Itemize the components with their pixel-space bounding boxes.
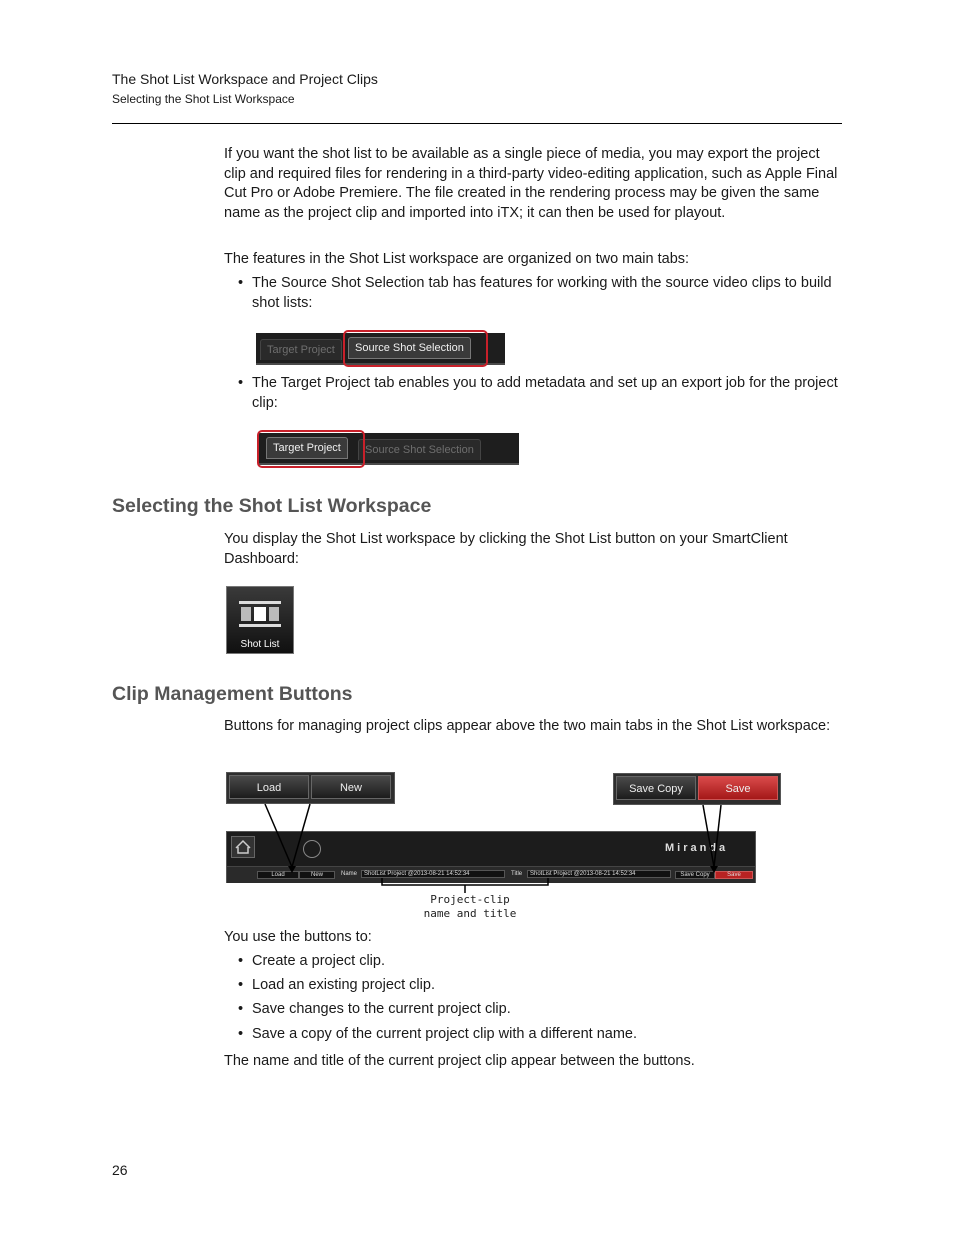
project-clip-name[interactable]: ShotList Project @2013-08-21 14:52:34 bbox=[361, 870, 505, 878]
bullet-dot: • bbox=[238, 1001, 244, 1017]
highlight-box bbox=[343, 330, 488, 367]
running-header-section: Selecting the Shot List Workspace bbox=[112, 92, 295, 106]
bullet-dot: • bbox=[238, 977, 244, 993]
bullet-text: The Target Project tab enables you to add metadata and set up an export job for the project clip: bbox=[252, 375, 838, 411]
shot-list-toolbar bbox=[226, 831, 756, 883]
name-label: Name bbox=[341, 871, 358, 877]
use-item-text: Save changes to the current project clip. bbox=[252, 1001, 511, 1017]
bullet-dot: • bbox=[238, 953, 244, 969]
use-item-text: Load an existing project clip. bbox=[252, 977, 435, 993]
highlight-box bbox=[257, 430, 365, 468]
title-label: Title bbox=[511, 871, 523, 877]
shot-list-button[interactable] bbox=[226, 586, 294, 654]
save-button[interactable]: Save bbox=[698, 776, 778, 800]
mini-save-button[interactable]: Save bbox=[715, 871, 753, 879]
caption-line-1: Project-clip bbox=[430, 893, 510, 906]
intro-paragraph-1: If you want the shot list to be available as a single piece of media, you may export the project clip and required files for rendering in a third-party video-editing application, such as Apple Final Cut Pro or Adobe Premiere. The file created in the rendering process may be given the same name as the project clip and imported into iTX; it can then be used for playout. bbox=[224, 146, 838, 221]
home-icon bbox=[232, 837, 254, 857]
bullet-text: The Source Shot Selection tab has features for working with the source video clips to build shot lists: bbox=[252, 275, 832, 311]
selecting-paragraph: You display the Shot List workspace by clicking the Shot List button on your SmartClient Dashboard: bbox=[224, 531, 788, 567]
mini-new-button[interactable]: New bbox=[299, 871, 335, 879]
clip-management-paragraph: Buttons for managing project clips appear above the two main tabs in the Shot List workspace: bbox=[224, 718, 831, 734]
caption-line-2: name and title bbox=[423, 907, 517, 920]
tab-target-project[interactable]: Target Project bbox=[260, 339, 342, 360]
settings-icon[interactable] bbox=[303, 840, 321, 858]
mini-save-copy-button[interactable]: Save Copy bbox=[675, 871, 715, 879]
use-item-text: Save a copy of the current project clip with a different name. bbox=[252, 1026, 637, 1042]
save-button-group bbox=[613, 773, 781, 805]
bullet-dot: • bbox=[238, 375, 244, 391]
closing-paragraph: The name and title of the current project clip appear between the buttons. bbox=[224, 1053, 695, 1069]
miranda-logo: Miranda bbox=[665, 842, 729, 854]
tab-target-project[interactable]: Target Project bbox=[266, 437, 348, 459]
new-button[interactable]: New bbox=[311, 775, 391, 799]
film-strip-icon bbox=[239, 601, 281, 627]
running-header-chapter: The Shot List Workspace and Project Clips bbox=[112, 71, 378, 87]
home-button[interactable] bbox=[231, 836, 255, 858]
page-number: 26 bbox=[112, 1162, 128, 1178]
uses-intro: You use the buttons to: bbox=[224, 929, 372, 945]
tab-source-shot-selection[interactable]: Source Shot Selection bbox=[358, 439, 481, 460]
load-new-button-group bbox=[226, 772, 395, 804]
use-item-text: Create a project clip. bbox=[252, 953, 385, 969]
heading-selecting-shot-list: Selecting the Shot List Workspace bbox=[112, 495, 432, 517]
intro-paragraph-2: The features in the Shot List workspace are organized on two main tabs: bbox=[224, 251, 690, 267]
toolbar-status-row bbox=[227, 866, 755, 883]
heading-clip-management: Clip Management Buttons bbox=[112, 683, 353, 705]
project-clip-caption bbox=[400, 893, 540, 921]
save-copy-button[interactable]: Save Copy bbox=[616, 776, 696, 800]
tab-source-shot-selection[interactable]: Source Shot Selection bbox=[348, 337, 471, 359]
bullet-dot: • bbox=[238, 275, 244, 291]
project-clip-title[interactable]: ShotList Project @2013-08-21 14:52:34 bbox=[527, 870, 671, 878]
header-rule bbox=[112, 123, 842, 124]
shot-list-button-label: Shot List bbox=[240, 639, 280, 650]
bullet-dot: • bbox=[238, 1026, 244, 1042]
mini-load-button[interactable]: Load bbox=[257, 871, 299, 879]
load-button[interactable]: Load bbox=[229, 775, 309, 799]
